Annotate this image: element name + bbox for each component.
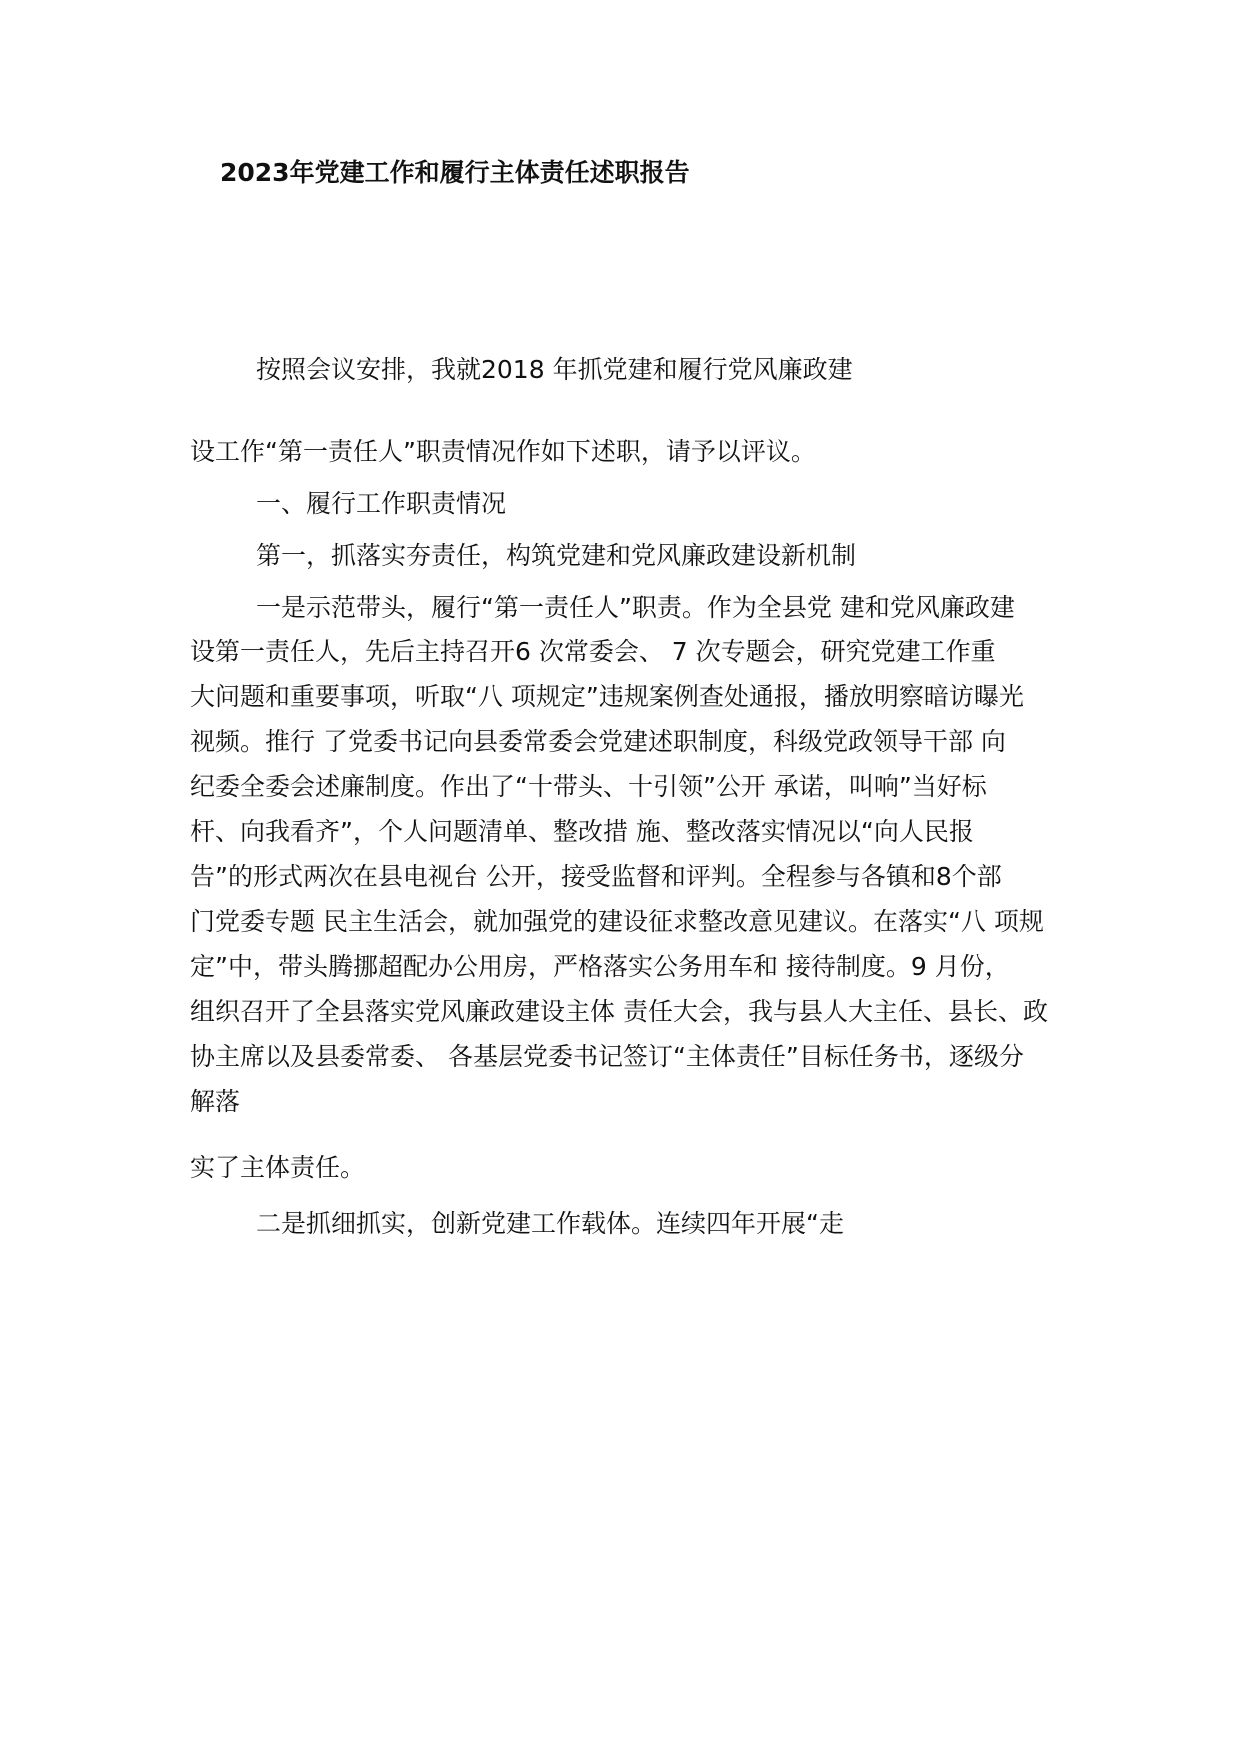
paragraph-line: 协主席以及县委常委、 各基层党委书记签订“主体责任”目标任务书，逐级分 — [190, 1042, 1024, 1071]
paragraph-line: 纪委全委会述廉制度。作出了“十带头、十引领”公开 承诺，叫响”当好标 — [190, 772, 987, 801]
paragraph-line: 按照会议安排，我就2018 年抓党建和履行党风廉政建 — [256, 355, 853, 384]
paragraph-line: 视频。推行 了党委书记向县委常委会党建述职制度，科级党政领导干部 向 — [190, 727, 1006, 756]
paragraph-line: 杆、向我看齐”，个人问题清单、整改措 施、整改落实情况以“向人民报 — [190, 817, 974, 846]
subsection-heading: 第一，抓落实夯责任，构筑党建和党风廉政建设新机制 — [256, 541, 857, 570]
paragraph-line: 一是示范带头，履行“第一责任人”职责。作为全县党 建和党风廉政建 — [256, 593, 1015, 622]
paragraph-line: 定”中，带头腾挪超配办公用房，严格落实公务用车和 接待制度。9 月份， — [190, 952, 1010, 981]
paragraph-line: 二是抓细抓实，创新党建工作载体。连续四年开展“走 — [256, 1209, 844, 1238]
paragraph-line: 组织召开了全县落实党风廉政建设主体 责任大会，我与县人大主任、县长、政 — [190, 997, 1048, 1026]
paragraph-line: 解落 — [190, 1087, 241, 1116]
document-title: 2023年党建工作和履行主体责任述职报告 — [220, 158, 690, 187]
paragraph-line: 告”的形式两次在县电视台 公开，接受监督和评判。全程参与各镇和8个部 — [190, 862, 1002, 891]
section-heading: 一、履行工作职责情况 — [256, 489, 507, 518]
paragraph-line: 设工作“第一责任人”职责情况作如下述职，请予以评议。 — [190, 437, 816, 466]
paragraph-line: 门党委专题 民主生活会，就加强党的建设征求整改意见建议。在落实“八 项规 — [190, 907, 1044, 936]
paragraph-line: 设第一责任人，先后主持召开6 次常委会、 7 次专题会，研究党建工作重 — [190, 637, 996, 666]
paragraph-line: 实了主体责任。 — [190, 1153, 366, 1182]
paragraph-line: 大问题和重要事项，听取“八 项规定”违规案例查处通报，播放明察暗访曝光 — [190, 682, 1024, 711]
